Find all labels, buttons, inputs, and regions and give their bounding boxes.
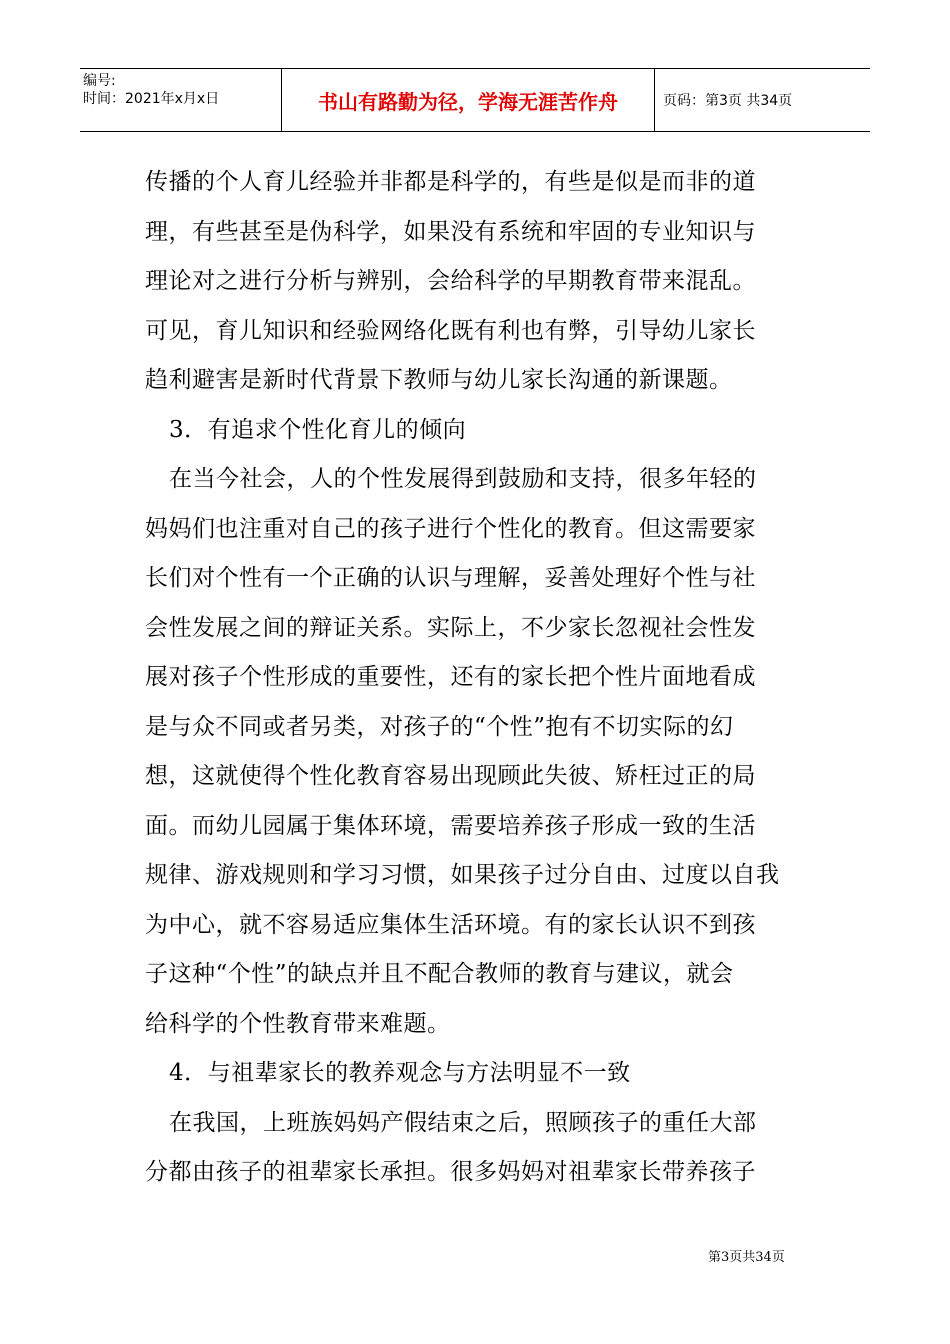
text-line: 理论对之进行分析与辨别，会给科学的早期教育带来混乱。 — [145, 268, 756, 294]
section-heading-4: 4．与祖辈家长的教养观念与方法明显不一致 — [169, 1060, 631, 1086]
page-header — [80, 68, 870, 132]
text-line: 趋利避害是新时代背景下教师与幼儿家长沟通的新课题。 — [145, 367, 733, 393]
text-line: 理，有些甚至是伪科学，如果没有系统和牢固的专业知识与 — [145, 218, 756, 245]
section-heading-3: 3．有追求个性化育儿的倾向 — [169, 416, 467, 443]
document-number-label: 编号: — [83, 73, 116, 89]
text-line: 可见，育儿知识和经验网络化既有利也有弊，引导幼儿家长 — [145, 317, 756, 344]
text-line: 分都由孩子的祖辈家长承担。很多妈妈对祖辈家长带养孩子 — [145, 1159, 756, 1185]
text-line: 是与众不同或者另类，对孩子的“个性”抱有不切实际的幻 — [145, 713, 734, 740]
text-line: 展对孩子个性形成的重要性，还有的家长把个性片面地看成 — [145, 664, 756, 690]
text-line: 面。而幼儿园属于集体环境，需要培养孩子形成一致的生活 — [145, 812, 756, 839]
header-meta — [80, 69, 282, 131]
text-line: 长们对个性有一个正确的认识与理解，妥善处理好个性与社 — [145, 565, 756, 591]
text-line: 规律、游戏规则和学习习惯，如果孩子过分自由、过度以自我 — [145, 862, 780, 888]
text-line: 想，这就使得个性化教育容易出现顾此失彼、矫枉过正的局 — [145, 763, 756, 789]
document-body — [145, 158, 810, 1198]
text-line: 子这种“个性”的缺点并且不配合教师的教育与建议，就会 — [145, 961, 734, 987]
text-line: 给科学的个性教育带来难题。 — [145, 1010, 451, 1037]
text-line: 在当今社会，人的个性发展得到鼓励和支持，很多年轻的 — [169, 466, 757, 492]
text-line: 为中心，就不容易适应集体生活环境。有的家长认识不到孩 — [145, 911, 756, 938]
text-line: 在我国，上班族妈妈产假结束之后，照顾孩子的重任大部 — [169, 1109, 757, 1136]
header-page-code: 页码：第3页 共34页 — [663, 93, 793, 109]
text-line: 妈妈们也注重对自己的孩子进行个性化的教育。但这需要家 — [145, 515, 756, 542]
text-line: 会性发展之间的辩证关系。实际上，不少家长忽视社会性发 — [145, 614, 756, 641]
document-time-label: 时间：2021年x月x日 — [83, 91, 220, 107]
header-motto: 书山有路勤为径，学海无涯苦作舟 — [282, 69, 655, 131]
text-line: 传播的个人育儿经验并非都是科学的，有些是似是而非的道 — [145, 169, 756, 195]
page-footer: 第3页共34页 — [708, 1250, 785, 1265]
